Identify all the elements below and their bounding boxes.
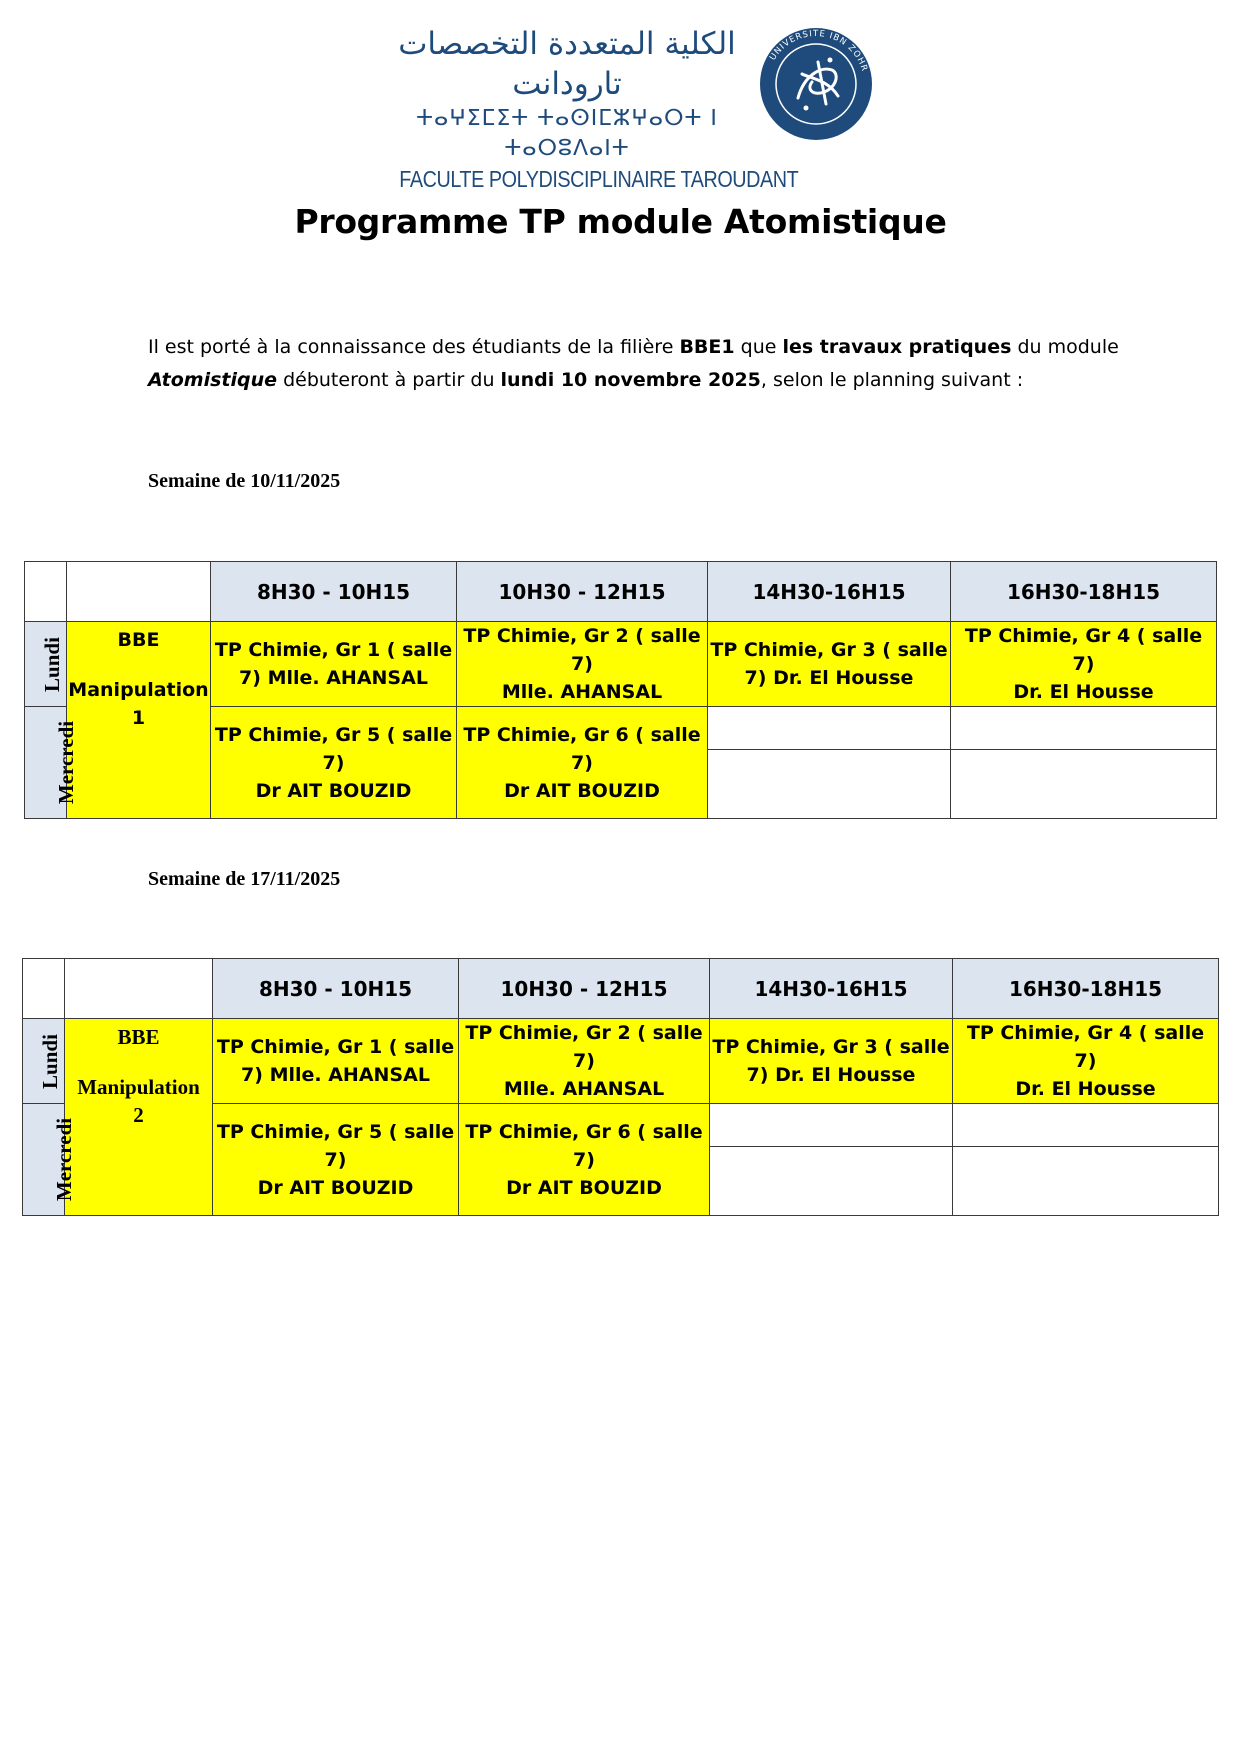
session-cell — [710, 1019, 953, 1104]
empty-cell — [951, 750, 1217, 819]
intro-filiere: BBE1 — [679, 336, 735, 358]
empty-cell — [710, 1104, 953, 1147]
session-cell — [459, 1104, 710, 1216]
table-row-lundi — [23, 1019, 1219, 1104]
group-label: BBE — [117, 629, 160, 651]
time-slot-header: 14H30-16H15 — [708, 562, 951, 622]
group-header-cell — [67, 562, 211, 622]
intro-start-date: lundi 10 novembre 2025 — [500, 369, 761, 391]
session-line: Dr AIT BOUZID — [506, 1176, 662, 1199]
session-line: 7) Mlle. AHANSAL — [239, 667, 428, 689]
group-header-cell — [65, 959, 213, 1019]
day-cell-mercredi — [23, 1104, 77, 1216]
empty-cell — [951, 707, 1217, 750]
time-slot-header: 16H30-18H15 — [951, 562, 1217, 622]
table-header-row — [23, 959, 1219, 1019]
session-line: TP Chimie, Gr 6 ( salle 7) — [465, 1120, 703, 1171]
session-cell — [457, 622, 708, 707]
schedule-table-week-2 — [22, 958, 1219, 1216]
session-cell — [457, 707, 708, 819]
corner-cell — [23, 959, 65, 1019]
intro-text: , selon le planning suivant : — [760, 369, 1024, 391]
intro-paragraph — [148, 331, 1128, 397]
session-line: 7) Dr. El Housse — [744, 667, 914, 689]
week-label: Semaine de 10/11/2025 — [148, 470, 341, 492]
day-label: Lundi — [37, 1033, 62, 1089]
group-label: BBE — [117, 1025, 160, 1049]
session-line: Mlle. AHANSAL — [501, 681, 663, 703]
intro-text: débuteront à partir du — [277, 369, 501, 391]
faculty-name-latin: FACULTE POLYDISCIPLINAIRE TAROUDANT — [399, 166, 799, 192]
session-line: TP Chimie, Gr 2 ( salle 7) — [465, 1022, 703, 1072]
week-label: Semaine de 17/11/2025 — [148, 868, 341, 890]
faculty-header — [372, 24, 870, 192]
faculty-name-block — [372, 24, 799, 194]
session-line: 7) Dr. El Housse — [746, 1064, 916, 1086]
empty-cell — [953, 1104, 1219, 1147]
manipulation-label: Manipulation — [68, 679, 209, 701]
session-cell — [213, 1019, 459, 1104]
session-cell — [708, 622, 951, 707]
intro-travaux: les travaux pratiques — [782, 336, 1012, 358]
schedule-table-week-1 — [24, 561, 1217, 819]
faculty-name-arabic: الكلية المتعددة التخصصات تارودانت — [398, 26, 736, 102]
faculty-name-tifinagh: ⵜⴰⵖⵉⵎⵉⵜ ⵜⴰⵙⵏⵎⵣⵖⴰⵔⵜ ⵏ ⵜⴰⵔⵓⴷⴰⵏⵜ — [416, 106, 718, 161]
session-line: TP Chimie, Gr 5 ( salle 7) — [216, 1120, 455, 1171]
intro-text: que — [734, 336, 783, 358]
group-cell — [67, 622, 211, 819]
svg-text:UNIVERSITE IBN ZOHR: UNIVERSITE IBN ZOHR — [767, 28, 870, 74]
session-line: TP Chimie, Gr 4 ( salle 7) — [966, 1022, 1205, 1072]
time-slot-header: 14H30-16H15 — [710, 959, 953, 1019]
table-header-row — [25, 562, 1217, 622]
session-line: TP Chimie, Gr 4 ( salle 7) — [964, 625, 1203, 675]
empty-cell — [953, 1147, 1219, 1216]
university-seal-icon — [758, 26, 874, 142]
session-cell — [211, 622, 457, 707]
empty-cell — [708, 707, 951, 750]
session-cell — [459, 1019, 710, 1104]
session-line: TP Chimie, Gr 6 ( salle 7) — [463, 723, 701, 774]
session-line: Mlle. AHANSAL — [503, 1078, 665, 1100]
intro-text: du module — [1011, 336, 1119, 358]
manipulation-number: 1 — [131, 707, 146, 729]
empty-cell — [708, 750, 951, 819]
manipulation-label: Manipulation — [77, 1075, 200, 1099]
time-slot-header: 10H30 - 12H15 — [457, 562, 708, 622]
session-line: 7) Mlle. AHANSAL — [241, 1064, 430, 1086]
session-cell — [951, 622, 1217, 707]
session-line: TP Chimie, Gr 1 ( salle — [216, 1036, 455, 1058]
time-slot-header: 8H30 - 10H15 — [211, 562, 457, 622]
day-cell-mercredi — [25, 707, 79, 819]
session-line: Dr. El Housse — [1015, 1078, 1156, 1100]
session-line: Dr AIT BOUZID — [255, 779, 412, 802]
intro-module: Atomistique — [148, 369, 278, 391]
session-line: TP Chimie, Gr 3 ( salle — [710, 639, 948, 661]
session-cell — [211, 707, 457, 819]
empty-cell — [710, 1147, 953, 1216]
time-slot-header: 8H30 - 10H15 — [213, 959, 459, 1019]
session-cell — [953, 1019, 1219, 1104]
day-label: Mercredi — [54, 720, 79, 805]
day-label: Mercredi — [52, 1117, 77, 1202]
time-slot-header: 10H30 - 12H15 — [459, 959, 710, 1019]
session-line: TP Chimie, Gr 1 ( salle — [214, 639, 453, 661]
intro-text: Il est porté à la connaissance des étudiants de la filière — [148, 336, 680, 358]
session-line: Dr AIT BOUZID — [257, 1176, 414, 1199]
session-line: TP Chimie, Gr 5 ( salle 7) — [214, 723, 453, 774]
session-line: Dr. El Housse — [1013, 681, 1154, 703]
session-line: TP Chimie, Gr 2 ( salle 7) — [463, 625, 701, 675]
page-title: Programme TP module Atomistique — [294, 202, 947, 241]
session-line: Dr AIT BOUZID — [504, 779, 660, 802]
manipulation-number: 2 — [133, 1103, 144, 1127]
day-cell-lundi — [25, 622, 67, 707]
day-cell-lundi — [23, 1019, 65, 1104]
day-label: Lundi — [39, 636, 64, 692]
time-slot-header: 16H30-18H15 — [953, 959, 1219, 1019]
table-row-lundi — [25, 622, 1217, 707]
corner-cell — [25, 562, 67, 622]
group-cell — [65, 1019, 213, 1216]
session-line: TP Chimie, Gr 3 ( salle — [712, 1036, 950, 1058]
session-cell — [213, 1104, 459, 1216]
